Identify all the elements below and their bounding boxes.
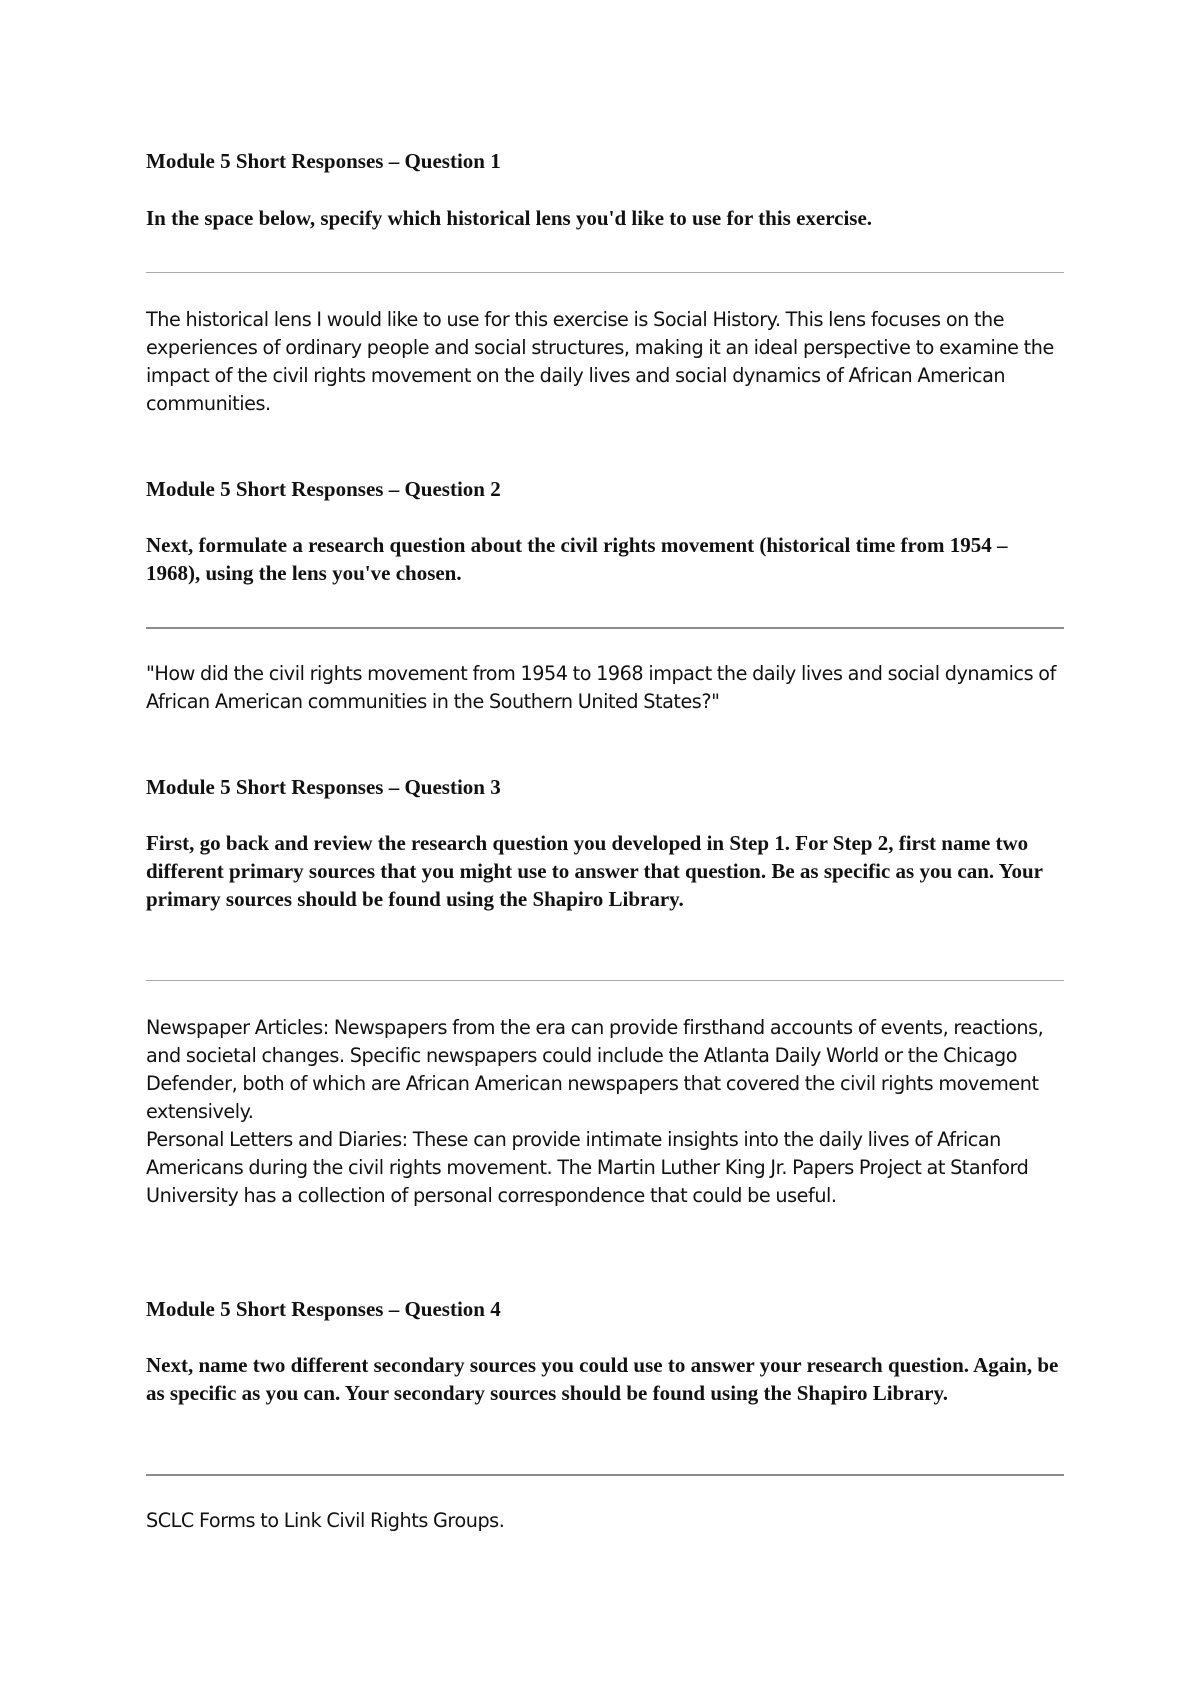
- answer-1-divider: [146, 272, 1064, 273]
- question-3-heading: Module 5 Short Responses – Question 3: [146, 775, 501, 799]
- answer-paragraph: SCLC Forms to Link Civil Rights Groups.: [146, 1509, 505, 1532]
- answer-3-divider: [146, 980, 1064, 981]
- question-4-heading: Module 5 Short Responses – Question 4: [146, 1297, 501, 1321]
- question-1-answer[interactable]: [146, 306, 1064, 418]
- answer-4-divider: [146, 1474, 1064, 1476]
- answer-paragraph: "How did the civil rights movement from 1954 to 1968 impact the daily lives and social dynamics of African American communities in the Southern United States?": [146, 662, 1056, 713]
- question-2-heading: Module 5 Short Responses – Question 2: [146, 477, 501, 501]
- answer-paragraph: Personal Letters and Diaries: These can provide intimate insights into the daily lives of African Americans during the civil rights movement. The Martin Luther King Jr. Papers Project at Stanford University has a collection of personal correspondence that could be useful.: [146, 1128, 1029, 1207]
- question-4-prompt: Next, name two different secondary sources you could use to answer your research question. Again, be as specific as you can. Your secondary sources should be found using the Shapiro Library.: [146, 1353, 1059, 1405]
- question-4-answer[interactable]: [146, 1507, 1064, 1535]
- answer-paragraph: Newspaper Articles: Newspapers from the era can provide firsthand accounts of events, reactions, and societal changes. Specific newspapers could include the Atlanta Daily World or the Chicago Defender, both of which are African American newspapers that covered the civil rights movement extensively.: [146, 1016, 1044, 1123]
- answer-2-divider: [146, 627, 1064, 629]
- question-3-answer[interactable]: [146, 1014, 1064, 1210]
- answer-paragraph: The historical lens I would like to use for this exercise is Social History. This lens focuses on the experiences of ordinary people and social structures, making it an ideal perspective to examine the impact of the civil rights movement on the daily lives and social dynamics of African American communities.: [146, 308, 1054, 415]
- question-1-heading: Module 5 Short Responses – Question 1: [146, 149, 501, 173]
- question-1-prompt: In the space below, specify which historical lens you'd like to use for this exercise.: [146, 206, 873, 230]
- question-3-prompt: First, go back and review the research question you developed in Step 1. For Step 2, first name two different primary sources that you might use to answer that question. Be as specific as you can. Your primary sources should be found using the Shapiro Library.: [146, 831, 1043, 911]
- question-2-prompt: Next, formulate a research question about the civil rights movement (historical time from 1954 – 1968), using the lens you've chosen.: [146, 533, 1008, 585]
- question-2-answer[interactable]: [146, 660, 1064, 716]
